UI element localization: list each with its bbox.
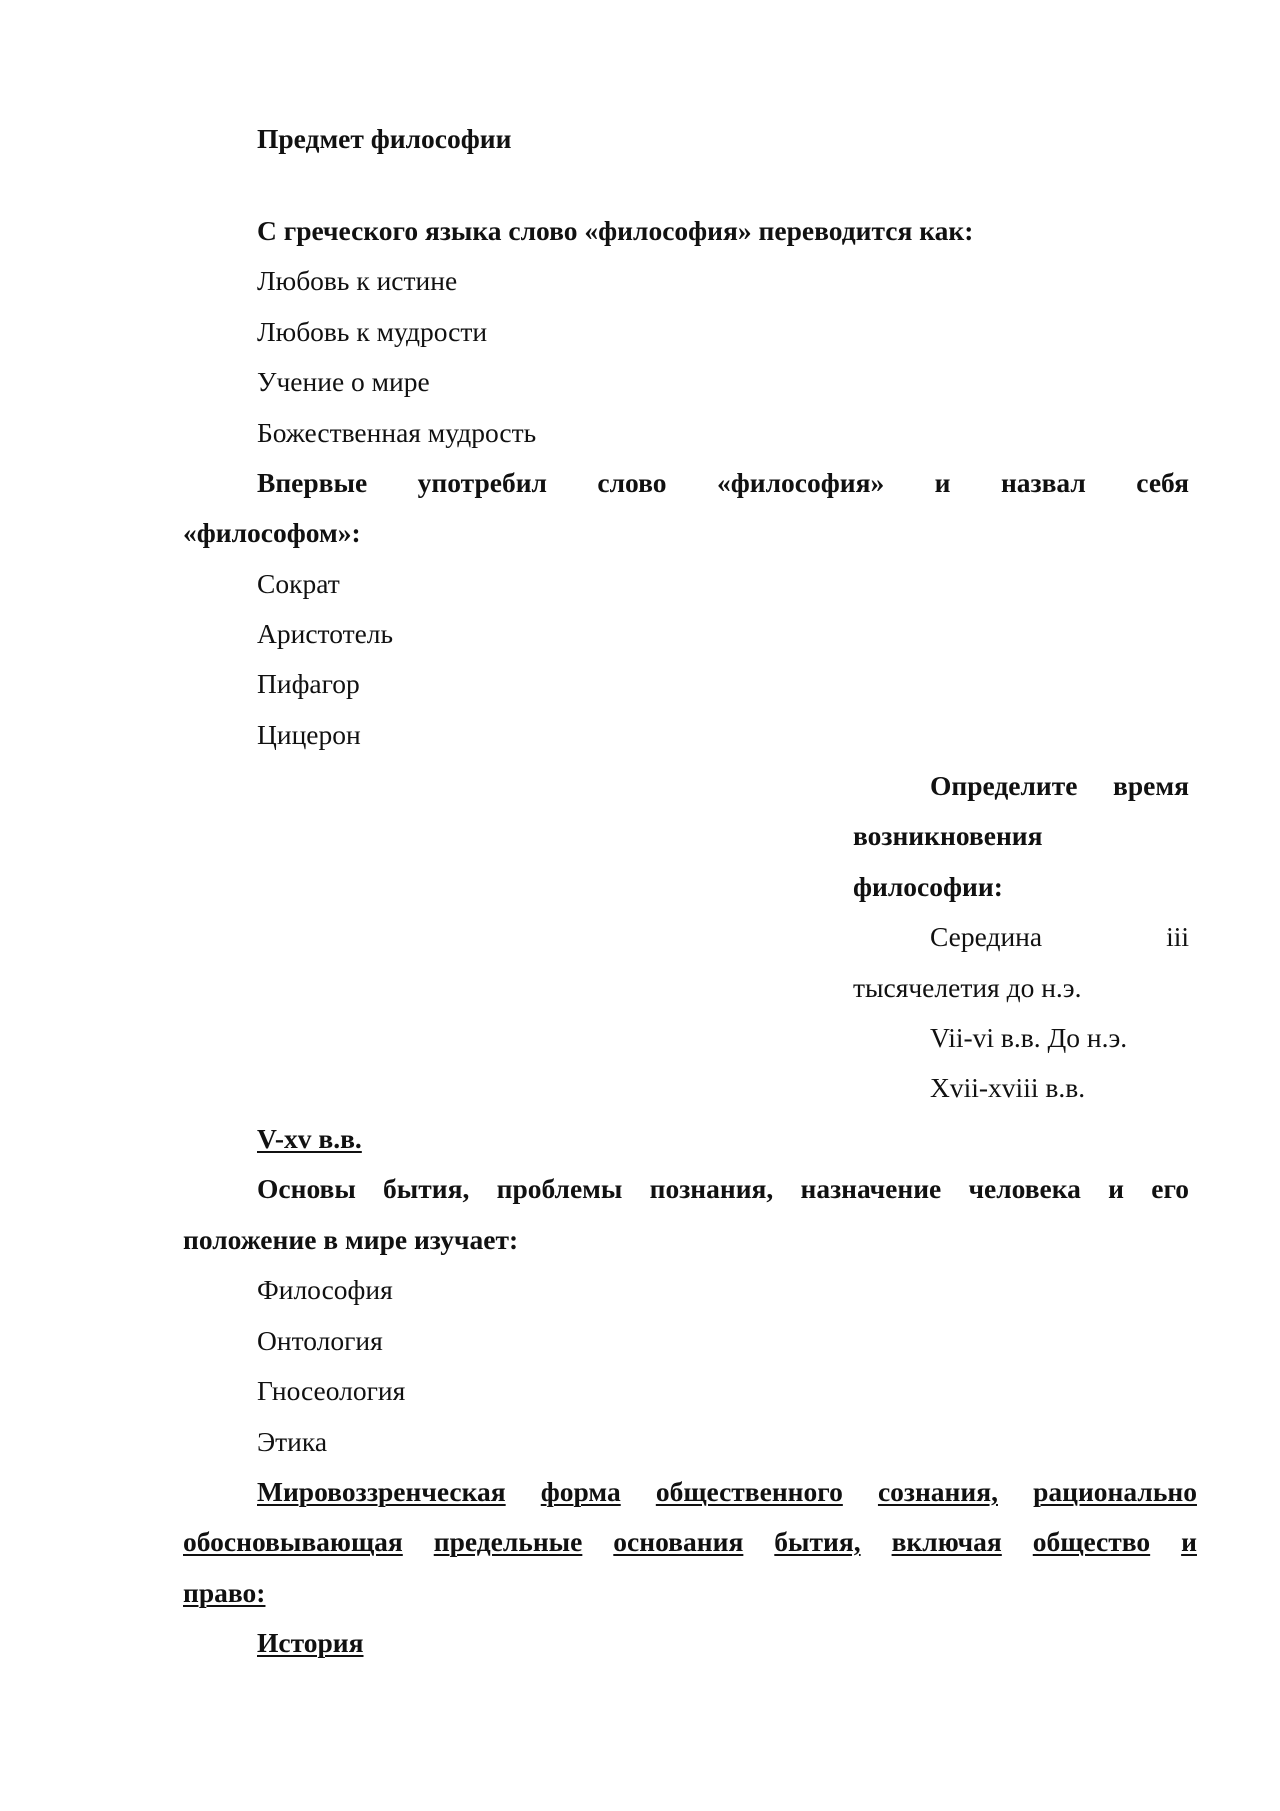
question-2-line-2: «философом»:: [183, 517, 361, 548]
q4-word: человека: [968, 1173, 1081, 1204]
q5-word: общественного: [655, 1476, 843, 1507]
q2-option-3: Пифагор: [257, 668, 360, 699]
question-3-line-2: возникновения: [853, 820, 1043, 851]
q4-option-1: Философия: [257, 1274, 393, 1305]
question-3-line-3: философии:: [853, 871, 1003, 902]
q4-word: познания,: [649, 1173, 774, 1204]
q2-word: назвал: [1000, 467, 1086, 498]
q5-word: бытия,: [774, 1526, 861, 1557]
q2-option-4: Цицерон: [257, 719, 361, 750]
q5-word: форма: [540, 1476, 621, 1507]
q2-word: слово: [597, 467, 667, 498]
q3-option-1-line-1: [930, 923, 1189, 951]
q4-word: его: [1151, 1173, 1189, 1204]
q3-option-1-line-2: тысячелетия до н.э.: [853, 972, 1082, 1003]
question-5-line-2: [183, 1528, 1197, 1556]
q3-word: Определите: [930, 770, 1078, 801]
q4-option-4: Этика: [257, 1426, 328, 1457]
q3-opt1-word: Середина: [930, 921, 1043, 952]
q1-option-3: Учение о мире: [257, 366, 430, 397]
q4-word: назначение: [800, 1173, 942, 1204]
question-1: С греческого языка слово «философия» переводится как:: [257, 215, 974, 246]
q4-option-3: Гносеология: [257, 1375, 406, 1406]
question-5-line-1: [257, 1478, 1197, 1506]
question-3-line-1: [930, 772, 1189, 800]
q2-word: Впервые: [257, 467, 368, 498]
q5-word: и: [1181, 1526, 1197, 1557]
q2-word: «философия»: [716, 467, 885, 498]
question-2-line-1: [257, 469, 1189, 497]
q2-word: и: [934, 467, 951, 498]
q5-word: предельные: [433, 1526, 583, 1557]
q5-word: обосновывающая: [183, 1526, 403, 1557]
document-title: Предмет философии: [257, 123, 512, 154]
q5-word: Мировоззренческая: [257, 1476, 506, 1507]
q4-option-2: Онтология: [257, 1325, 383, 1356]
q2-word: употребил: [417, 467, 547, 498]
question-5-line-3: право:: [183, 1577, 266, 1608]
q3-word: время: [1113, 770, 1189, 801]
q3-option-4-answer: V-xv в.в.: [257, 1123, 362, 1154]
q5-word: рационально: [1033, 1476, 1197, 1507]
q5-word: сознания,: [877, 1476, 998, 1507]
q5-word: общество: [1032, 1526, 1151, 1557]
q4-word: бытия,: [383, 1173, 470, 1204]
q3-option-2: Vii-vi в.в. До н.э.: [930, 1022, 1128, 1053]
q5-word: основания: [613, 1526, 744, 1557]
q2-option-1: Сократ: [257, 568, 340, 599]
q2-word: себя: [1136, 467, 1189, 498]
question-4-line-2: положение в мире изучает:: [183, 1224, 519, 1255]
q1-option-4: Божественная мудрость: [257, 417, 537, 448]
q5-word: включая: [891, 1526, 1002, 1557]
q2-option-2: Аристотель: [257, 618, 394, 649]
q1-option-1: Любовь к истине: [257, 265, 458, 296]
q5-option-1: История: [257, 1627, 364, 1658]
q3-option-3: Xvii-xviii в.в.: [930, 1072, 1086, 1103]
q1-option-2: Любовь к мудрости: [257, 316, 488, 347]
q3-opt1-word: iii: [1166, 921, 1189, 952]
q4-word: проблемы: [496, 1173, 623, 1204]
question-4-line-1: [257, 1175, 1189, 1203]
q4-word: Основы: [257, 1173, 356, 1204]
q4-word: и: [1108, 1173, 1125, 1204]
